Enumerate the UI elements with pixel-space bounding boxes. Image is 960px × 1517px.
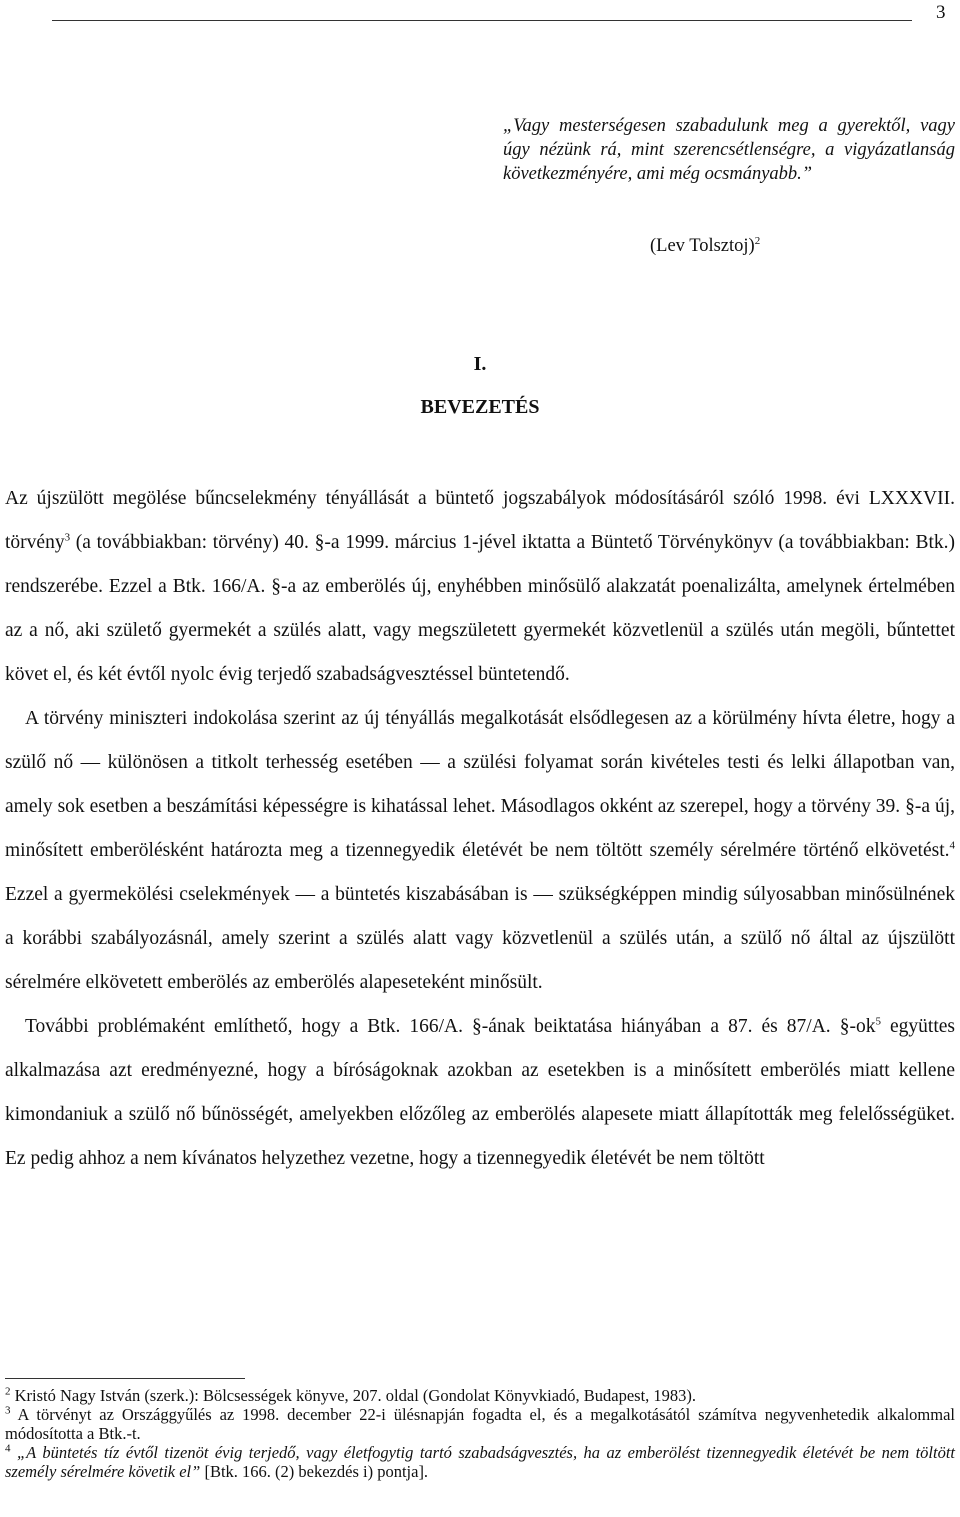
footnote-number: 3: [5, 1404, 11, 1417]
footnote: $^2$ Kristó Nagy István (szerk.): Bölcsességek könyve, 207. oldal (Gondolat Könyvkiadó, Budapest, 1983).: [5, 1385, 697, 1405]
footnotes: [5, 1386, 955, 1481]
footnote-ref: 3: [64, 531, 71, 544]
footnote-ref: 2: [754, 234, 761, 247]
header-rule: [52, 20, 912, 21]
body-text: [5, 477, 955, 1181]
footnote-ref: 4: [949, 839, 955, 852]
footnote: $^4$ „A büntetés tíz évtől tizenöt évig terjedő, vagy életfogytig tartó szabadságvesztés, ha az emberölést tizennegyedik életévét be nem töltött személy sérelmére követik el” [Btk. 166. (2) bekezdés i) pontja].: [5, 1442, 955, 1481]
footnote: $^3$ A törvényt az Országgyűlés az 1998. december 22-i ülésnapján fogadta el, és a megalkotásától számítva negyvenhetedik alkalommal módosította a Btk.-t.: [5, 1404, 955, 1443]
footnote-number: 2: [5, 1385, 11, 1398]
paragraph-2: A törvény miniszteri indokolása szerint az új tényállás megalkotását elsődlegesen az a körülmény hívta életre, hogy a szülő nő ― különösen a titkolt terhesség esetében ― a szülési folyamat során kivételes testi és lelki állapotban van, amely sok esetben a beszámítási képességre is kihatással lehet. Másodlagos okként az szerepel, hogy a törvény 39. §-a új, minősített emberölésként határozta meg a tizennegyedik életévét be nem töltött személy sérelmére történő elkövetést.$^4$ Ezzel a gyermekölési cselekmények ― a büntetés kiszabásában is ― szükségképpen mindig súlyosabban minősülnének a korábbi szabályozásnál, amely szerint a szülés alatt vagy közvetlenül a szülés után, a szülő nő által az újszülött sérelmére elkövetett emberölés az emberölés alapeseteként minősült.: [5, 708, 955, 993]
epigraph-source: [650, 234, 760, 258]
chapter-number: I.: [473, 353, 487, 375]
footnote-number: 4: [5, 1442, 11, 1455]
footnote-quote: „A büntetés tíz évtől tizenöt évig terjedő, vagy életfogytig tartó szabadságvesztés, ha az emberölést tizennegyedik életévét be nem töltött személy sérelmére követik el”: [5, 1443, 955, 1481]
epigraph-quote: „Vagy mesterségesen szabadulunk meg a gyerektől, vagy úgy nézünk rá, mint szerencsétlenségre, a vigyázatlanság következményére, ami még ocsmányabb.”: [503, 116, 955, 184]
chapter-title: BEVEZETÉS: [420, 396, 540, 418]
paragraph-3: További problémaként említhető, hogy a Btk. 166/A. §-ának beiktatása hiányában a 87. és 87/A. $\S-ok^5$ együttes alkalmazása azt eredményezné, hogy a bíróságoknak azokban az esetekben is a minősített emberölés miatt kellene kimondaniuk a szülő nő bűnösségét, amelyekben előzőleg az emberölés alapesete miatt állapították meg felelősségüket. Ez pedig ahhoz a nem kívánatos helyzethez vezetne, hogy a tizennegyedik életévét be nem töltött: [5, 1015, 956, 1169]
paragraph-1: Az újszülött megölése bűncselekmény tényállását a büntető jogszabályok módosításáról szóló 1998. évi LXXXVII. törvény$^3$ (a továbbiakban: törvény) 40. §-a 1999. március 1-jével iktatta a Büntető Törvénykönyv (a továbbiakban: Btk.) rendszerébe. Ezzel a Btk. 166/A. §-a az emberölés új, enyhébben minősülő alakzatát poenalizálta, amelynek értelmében az a nő, aki születő gyermekét a szülés alatt, vagy megszületett gyermekét közvetlenül a szülés után megöli, bűntettet követ el, és két évtől nyolc évig terjedő szabadságvesztéssel büntetendő.: [5, 488, 955, 685]
page-number: 3: [936, 2, 946, 23]
footnote-ref: 5: [875, 1015, 881, 1028]
footnote-separator: [5, 1378, 245, 1379]
epigraph-author: (Lev Tolsztoj): [650, 236, 755, 256]
